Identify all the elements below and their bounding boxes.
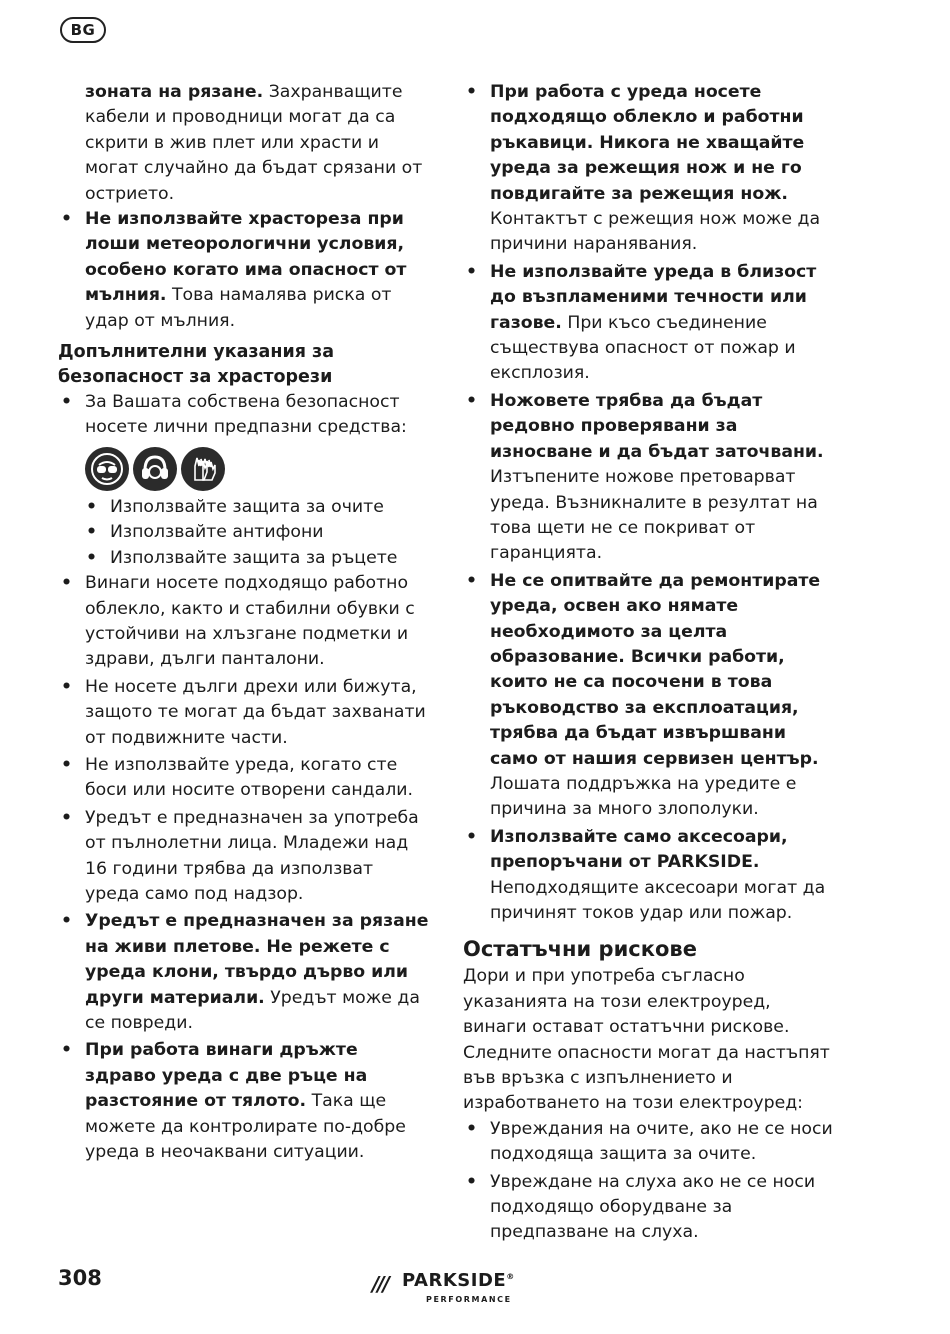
bold-text: Ножовете трябва да бъдат редовно проверявани за износване и да бъдат заточвани.	[490, 390, 824, 462]
parkside-logo	[372, 1270, 522, 1310]
list-item: • Използвайте защита за ръцете	[58, 546, 430, 571]
bullet-list	[463, 80, 835, 926]
list-item: • Увреждане на слуха ако не се носи подходящо оборудване за предпазване на слуха.	[463, 1170, 835, 1246]
bold-text: При работа с уреда носете подходящо облекло и работни ръкавици. Никога не хващайте уреда за режещия нож и не го повдигайте за режещия нож.	[490, 82, 805, 204]
body-text: При късо съединение съществува опасност от пожар и експлозия.	[490, 312, 796, 384]
body-text: Така ще можете да контролирате по-добре уреда в неочаквани ситуации.	[85, 1091, 406, 1163]
bold-text: Не се опитвайте да ремонтирате уреда, освен ако нямате необходимото за целта образование. Всички работи, които не са посочени в това ръководство за експлоатация, трябва да бъдат извършвани само от нашия сервизен център.	[490, 570, 821, 769]
body-text: Захранващите кабели и проводници могат да са скрити в жив плет или храсти и могат случайно да бъдат срязани от острието.	[85, 82, 423, 204]
list-item	[58, 675, 430, 751]
bullet-list	[58, 571, 430, 1165]
bullet-list	[58, 390, 430, 441]
left-column	[58, 80, 430, 1167]
body-text: Лошата поддръжка на уредите е причина за много злополуки.	[490, 773, 797, 820]
list-item	[463, 389, 835, 567]
logo-subtitle: PERFORMANCE	[426, 1295, 512, 1304]
bold-text: При работа винаги дръжте здраво уреда с две ръце на разстояние от тялото.	[85, 1040, 368, 1112]
bold-text: зоната на рязане.	[85, 82, 264, 102]
body-text: Неподходящите аксесоари могат да причинят токов удар или пожар.	[490, 877, 826, 923]
body-text: Контактът с режещия нож може да причини наранявания.	[490, 209, 821, 255]
ppe-sub-list	[58, 495, 430, 571]
list-item	[58, 571, 430, 673]
body-text: Това намалява риска от удар от мълния.	[85, 285, 392, 331]
list-item: • Използвайте защита за очите	[58, 495, 430, 520]
risk-list	[463, 1117, 835, 1246]
ppe-icons	[85, 447, 430, 491]
section-paragraph: Дори и при употреба съгласно указанията на този електроуред, винаги остават остатъчни рискове. Следните опасности могат да настъпят във връзка с изпълнението и изработването на този електроуред:	[463, 966, 830, 1114]
brand-name: PARKSIDE	[402, 1270, 507, 1291]
body-text: Не използвайте уреда, когато сте боси или носите отворени сандали.	[85, 754, 413, 801]
list-item	[58, 207, 430, 334]
body-text: Изтъпените ножове претоварват уреда. Възникналите в резултат на това щети не се покриват от гаранцията.	[490, 467, 818, 564]
body-text: Не носете дълги дрехи или бижута, защото те могат да бъдат захванати от подвижните части.	[85, 676, 426, 748]
gloves-icon	[181, 447, 225, 491]
section-heading: Допълнителни указания за безопасност за храсторези	[58, 342, 335, 388]
logo-wordmark	[402, 1270, 515, 1291]
list-item: • Увреждания на очите, ако не се носи подходяща защита за очите.	[463, 1117, 835, 1168]
section-title: Остатъчни рискове	[463, 937, 697, 962]
list-item	[463, 80, 835, 258]
list-item	[58, 390, 430, 441]
logo-slashes: ///	[372, 1272, 388, 1296]
list-item	[58, 806, 430, 908]
right-column	[463, 80, 835, 1248]
goggles-icon	[85, 447, 129, 491]
body-text: За Вашата собствена безопасност носете лични предпазни средства:	[85, 392, 407, 438]
paragraph-cutting-zone	[58, 80, 430, 207]
list-item	[463, 825, 835, 927]
registered-mark: ®	[506, 1272, 515, 1281]
bold-text: Не използвайте уреда в близост до възпламеними течности или газове.	[490, 261, 817, 333]
language-badge: BG	[60, 17, 106, 43]
bullet-list	[58, 207, 430, 334]
list-item: • Използвайте антифони	[58, 520, 430, 545]
body-text: Уредът може да се повреди.	[85, 987, 420, 1033]
bold-text: Не използвайте храстореза при лоши метеорологични условия, особено когато има опасност от мълния.	[85, 209, 407, 306]
bold-text: Използвайте само аксесоари, препоръчани от PARKSIDE.	[490, 826, 788, 873]
bold-text: Уредът е предназначен за рязане на живи плетове. Не режете с уреда клони, твърдо дърво или други материали.	[85, 911, 429, 1008]
ear-protection-icon	[133, 447, 177, 491]
list-item	[58, 909, 430, 1036]
list-item	[463, 260, 835, 387]
page-number: 308	[58, 1266, 102, 1290]
list-item	[58, 1038, 430, 1165]
body-text: Уредът е предназначен за употреба от пълнолетни лица. Младежи над 16 години трябва да използват уреда само под надзор.	[85, 807, 419, 904]
list-item	[58, 753, 430, 804]
body-text: Винаги носете подходящо работно облекло, както и стабилни обувки с устойчиви на хлъзгане подметки и здрави, дълги панталони.	[85, 573, 415, 670]
list-item	[463, 569, 835, 823]
